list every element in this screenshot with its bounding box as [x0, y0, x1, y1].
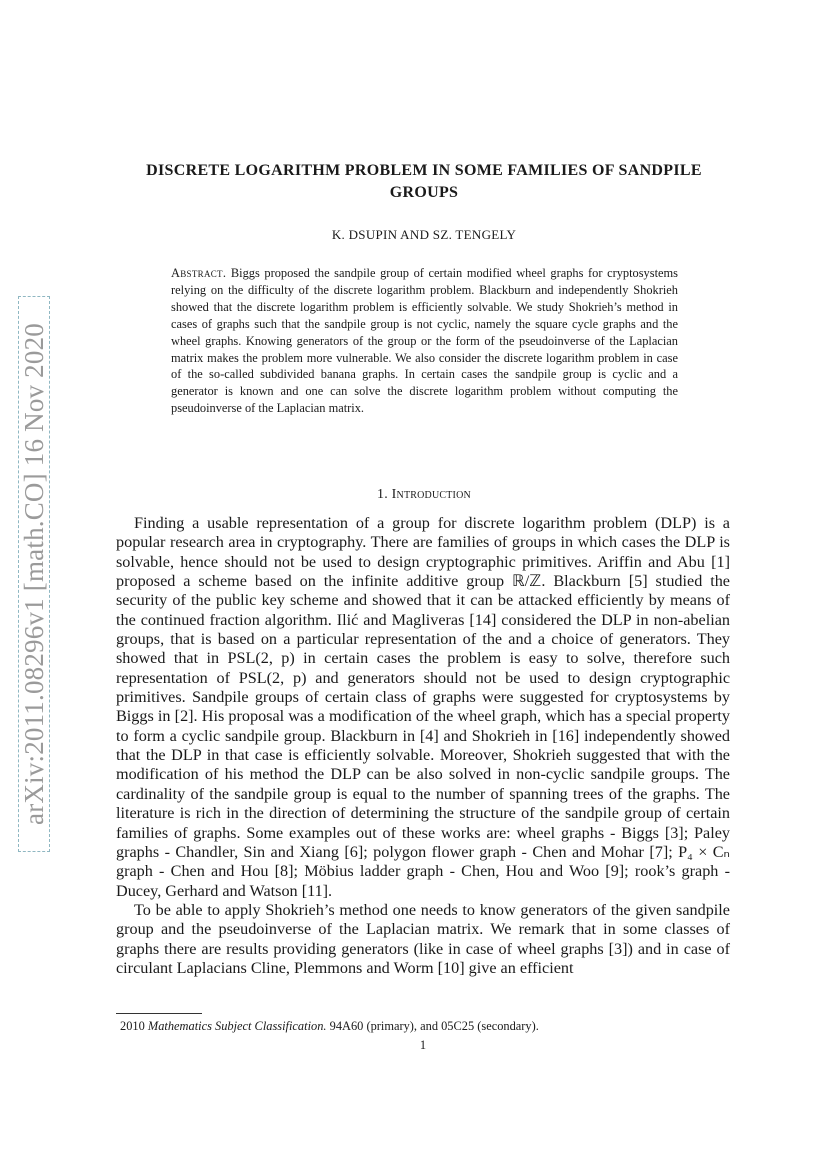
paragraph: To be able to apply Shokrieh’s method one needs to know generators of the given sandpile group and the pseudoinverse of the Laplacian matrix. We remark that in some classes of graphs there are results providing generators (like in case of wheel graphs [3]) and in case of circulant Laplacians Cline, Plemmons and Worm [10] give an efficient: [116, 900, 730, 977]
abstract-heading: Abstract.: [171, 266, 227, 280]
section-title: Introduction: [391, 487, 471, 502]
paper-title: DISCRETE LOGARITHM PROBLEM IN SOME FAMILIES OF SANDPILE GROUPS: [146, 162, 702, 201]
abstract: [171, 265, 678, 417]
footnote-label: Mathematics Subject Classification.: [147, 1019, 327, 1033]
footnote-rule: [116, 1013, 202, 1014]
page-number: 1: [419, 1038, 427, 1052]
abstract-text: Biggs proposed the sandpile group of certain modified wheel graphs for cryptosystems relying on the difficulty of the discrete logarithm problem. Blackburn and independently Shokrieh showed that the discrete logarithm problem is efficiently solvable. We study Shokrieh’s method in cases of graphs such that the sandpile group is not cyclic, namely the square cycle graphs and the wheel graphs. Knowing generators of the group or the form of the pseudoinverse of the Laplacian matrix makes the problem more vulnerable. We also consider the discrete logarithm problem in case of the so-called subdivided banana graphs. In certain cases the sandpile group is cyclic and a generator is known and one can solve the discrete logarithm problem without computing the pseudoinverse of the Laplacian matrix.: [171, 266, 678, 416]
paper-authors: K. DSUPIN AND SZ. TENGELY: [331, 227, 517, 242]
paragraph: Finding a usable representation of a group for discrete logarithm problem (DLP) is a popular research area in cryptography. There are families of groups in which cases the DLP is solvable, hence should not be used to design cryptographic primitives. Ariffin and Abu [1] proposed a scheme based on the infinite additive group ℝ/ℤ. Blackburn [5] studied the security of the public key scheme and showed that it can be attacked efficiently by means of the continued fraction algorithm. Ilić and Magliveras [14] considered the DLP in non-abelian groups, that is based on a particular representation of the and a choice of generators. They showed that in PSL(2, p) in certain cases the problem is easy to solve, therefore such representation of PSL(2, p) and generators should not be used to design cryptographic primitives. Sandpile groups of certain class of graphs were suggested for cryptosystems by Biggs in [2]. His proposal was a modification of the wheel graph, which has a special property to form a cyclic sandpile group. Blackburn in [4] and Shokrieh in [16] independently showed that the DLP in that case is efficiently solvable. Moreover, Shokrieh suggested that with the modification of his method the DLP can be also solved in non-cyclic sandpile groups. The cardinality of the sandpile group is equal to the number of spanning trees of the graphs. The literature is rich in the direction of determining the structure of the sandpile group of certain families of graphs. Some examples out of these works are: wheel graphs - Biggs [3]; Paley graphs - Chandler, Sin and Xiang [6]; polygon flower graph - Chen and Mohar [7]; P₄ × Cₙ graph - Chen and Hou [8]; Möbius ladder graph - Chen, Hou and Woo [9]; rook’s graph - Ducey, Gerhard and Watson [11].: [116, 514, 730, 900]
body-text: [116, 514, 730, 978]
arxiv-stamp: [6, 296, 62, 852]
footnote: [116, 1018, 730, 1034]
footnote-text: 94A60 (primary), and 05C25 (secondary).: [329, 1019, 539, 1033]
footnote-year: 2010: [120, 1019, 145, 1033]
section-number: 1.: [377, 487, 388, 502]
section-heading: [116, 487, 732, 503]
arxiv-identifier: arXiv:2011.08296v1 [math.CO] 16 Nov 2020: [19, 323, 49, 825]
